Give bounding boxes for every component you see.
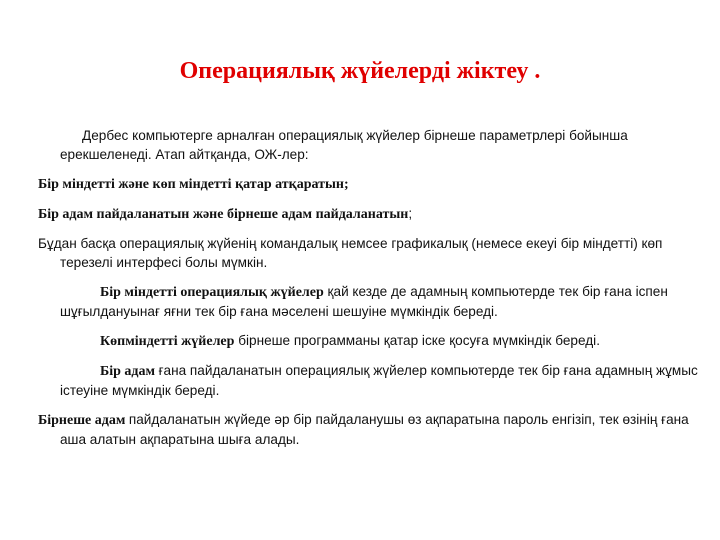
multi-user-os-text: пайдаланатын жүйеде әр бір пайдаланушы өз ақпаратына пароль енгізіп, тек өзінің ғана аша алатын ақпаратына шыға алады. xyxy=(60,412,689,447)
intro-text: Дербес компьютерге арналған операциялық жүйелер бірнеше параметрлері бойынша ерекшеленеді. Атап айтқанда, ОЖ-лер: xyxy=(60,128,628,162)
paragraph-intro xyxy=(38,126,698,164)
multi-task-os-text: бірнеше программаны қатар іске қосуға мүмкіндік береді. xyxy=(234,333,600,348)
single-user-os-term: Бір адам xyxy=(100,364,159,379)
paragraph-interface xyxy=(38,234,698,272)
multi-user-os-term: Бірнеше адам xyxy=(38,413,129,428)
single-multi-user-tail: ; xyxy=(408,206,413,221)
paragraph-multi-user-os xyxy=(38,410,698,449)
paragraph-multi-task-os xyxy=(38,331,698,351)
single-multi-task-text: Бір міндетті және көп міндетті қатар атқаратын; xyxy=(38,177,349,192)
single-multi-user-text: Бір адам пайдаланатын және бірнеше адам пайдаланатын xyxy=(38,207,409,222)
paragraph-single-task-os xyxy=(38,282,698,321)
paragraph-single-user-os xyxy=(38,361,698,400)
single-task-os-term: Бір міндетті операциялық жүйелер xyxy=(100,285,324,300)
slide-title: Операциялық жүйелерді жіктеу . xyxy=(179,58,541,84)
interface-text: Бұдан басқа операциялық жүйенің командалық немсее графикалық (немесе екеуі бір міндетті) көп терезелі интерфесі болы мүмкін. xyxy=(38,236,663,270)
single-user-os-text: ғана пайдаланатын операциялық жүйелер компьютерде тек бір ғана адамның жұмыс істеуіне мүмкіндік береді. xyxy=(60,363,698,398)
slide-body xyxy=(38,126,698,459)
multi-task-os-term: Көпміндетті жүйелер xyxy=(100,334,235,349)
single-task-os-text: қай кезде де адамның компьютерде тек бір ғана іспен шұғылдануынағ яғни тек бір ғана мәселені шешуіне мүмкіндік береді. xyxy=(60,284,668,319)
paragraph-single-multi-user xyxy=(38,204,698,224)
paragraph-single-multi-task xyxy=(38,174,698,194)
